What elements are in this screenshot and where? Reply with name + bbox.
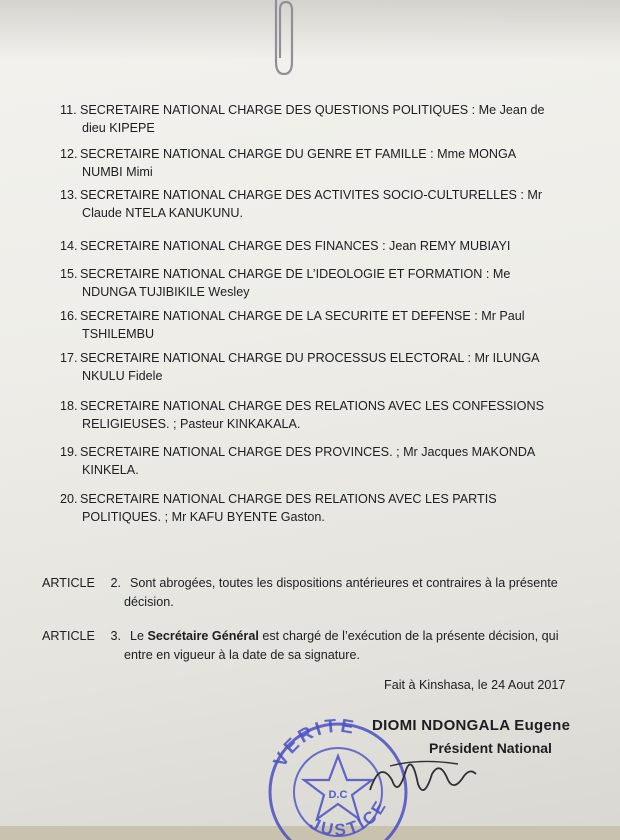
list-item (60, 490, 600, 526)
item-text-line2: NKULU Fidele (82, 369, 163, 383)
item-text-line1: SECRETAIRE NATIONAL CHARGE DES RELATIONS AVEC LES PARTIS (80, 492, 497, 506)
stamp-bottom-text: JUSTICE (306, 795, 392, 840)
item-text-line1: SECRETAIRE NATIONAL CHARGE DU PROCESSUS ELECTORAL : Mr ILUNGA (80, 351, 540, 365)
svg-text:VERITE (270, 716, 358, 771)
item-number: 19. (60, 445, 78, 459)
list-item (60, 237, 600, 255)
item-text-line1: SECRETAIRE NATIONAL CHARGE DES FINANCES : Jean REMY MUBIAYI (80, 239, 511, 253)
list-item (60, 349, 600, 385)
article-text-line1: Sont abrogées, toutes les dispositions antérieures et contraires à la présente (130, 576, 558, 590)
stamp-center-text: D.C (328, 789, 348, 801)
item-text-line2: POLITIQUES. ; Mr KAFU BYENTE Gaston. (82, 510, 325, 524)
paperclip-icon (262, 0, 302, 80)
item-text-line1: SECRETAIRE NATIONAL CHARGE DE LA SECURITE ET DEFENSE : Mr Paul (80, 309, 525, 323)
item-number: 14. (60, 239, 78, 253)
item-text-line1: SECRETAIRE NATIONAL CHARGE DE L’IDEOLOGIE ET FORMATION : Me (80, 267, 511, 281)
article-3 (42, 627, 602, 665)
signatory-name: DIOMI NDONGALA Eugene (372, 717, 571, 734)
list-item (60, 186, 600, 222)
list-item (60, 145, 600, 181)
handwritten-signature (360, 740, 480, 810)
item-number: 11. (60, 103, 77, 117)
item-text-line1: SECRETAIRE NATIONAL CHARGE DES ACTIVITES SOCIO-CULTURELLES : Mr (80, 188, 543, 202)
stamp-top-text: VERITE (269, 715, 359, 771)
article-label: ARTICLE (42, 576, 95, 590)
list-item (60, 397, 600, 433)
item-text-line2: dieu KIPEPE (82, 121, 155, 135)
item-number: 13. (60, 188, 78, 202)
article-2 (42, 574, 602, 612)
list-item (60, 443, 600, 479)
article-number: 3. (110, 629, 122, 643)
item-number: 16. (60, 309, 78, 323)
page-shadow (0, 0, 620, 60)
item-number: 20. (60, 492, 78, 506)
article-number: 2. (110, 576, 122, 590)
item-number: 18. (60, 399, 78, 413)
item-text-line1: SECRETAIRE NATIONAL CHARGE DU GENRE ET FAMILLE : Mme MONGA (80, 147, 517, 161)
item-text-line2: Claude NTELA KANUKUNU. (82, 206, 243, 220)
list-item (60, 101, 600, 137)
item-text-line1: SECRETAIRE NATIONAL CHARGE DES RELATIONS AVEC LES CONFESSIONS (80, 399, 544, 413)
article-text-line2: décision. (124, 595, 174, 609)
item-text-line1: SECRETAIRE NATIONAL CHARGE DES QUESTIONS POLITIQUES : Me Jean de (80, 103, 545, 117)
item-text-line1: SECRETAIRE NATIONAL CHARGE DES PROVINCES. ; Mr Jacques MAKONDA (80, 445, 536, 459)
list-item (60, 265, 600, 301)
item-text-line2: KINKELA. (82, 463, 139, 477)
item-text-line2: RELIGIEUSES. ; Pasteur KINKAKALA. (82, 417, 301, 431)
item-number: 15. (60, 267, 78, 281)
item-text-line2: NUMBI Mimi (82, 165, 153, 179)
article-text-pre: Le (130, 629, 148, 643)
article-text-line2: entre en vigueur à la date de sa signature. (124, 648, 360, 662)
article-text-bold: Secrétaire Général (147, 629, 259, 643)
signatory-title: Président National (429, 740, 552, 756)
item-number: 17. (60, 351, 78, 365)
article-text-post: est chargé de l’exécution de la présente décision, qui (258, 629, 559, 643)
place-date: Fait à Kinshasa, le 24 Aout 2017 (384, 678, 566, 692)
item-text-line2: NDUNGA TUJIBIKILE Wesley (82, 285, 250, 299)
item-number: 12. (60, 147, 78, 161)
item-text-line2: TSHILEMBU (82, 327, 155, 341)
article-label: ARTICLE (42, 629, 95, 643)
list-item (60, 307, 600, 343)
